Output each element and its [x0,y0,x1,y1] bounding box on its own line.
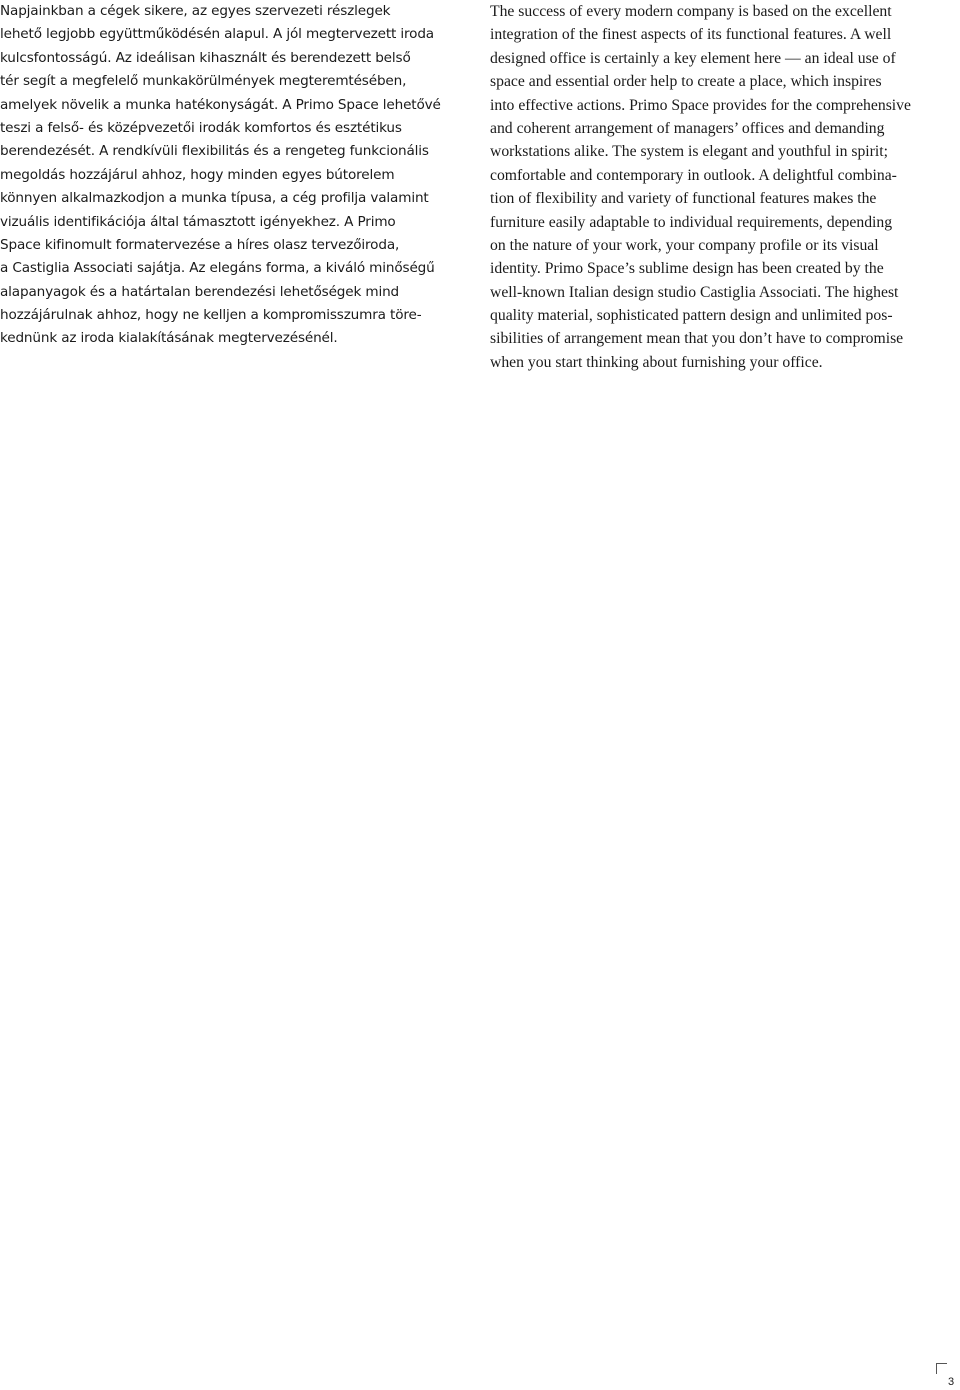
hungarian-text-line: tér segít a megfelelő munkakörülmények megteremtésében, [0,73,407,90]
english-text-line: designed office is certainly a key element here — an ideal use of [490,49,896,67]
hungarian-text-line: teszi a felső- és középvezetői irodák komfortos és esztétikus [0,119,402,136]
english-text-line: sibilities of arrangement mean that you don’t have to compromise [490,330,904,348]
hungarian-text-line: megoldás hozzájárul ahhoz, hogy minden egyes bútorelem [0,166,395,183]
english-text-line: into effective actions. Primo Space provides for the comprehensive [490,96,911,114]
hungarian-text-line: kulcsfontosságú. Az ideálisan kihasznált és berendezett belső [0,49,411,66]
english-text-line: furniture easily adaptable to individual requirements, depending [490,213,893,231]
english-text-line: identity. Primo Space’s sublime design has been created by the [490,260,884,278]
english-text-line: integration of the finest aspects of its functional features. A well [490,26,892,44]
english-text-line: comfortable and contemporary in outlook. A delightful combina- [490,166,897,184]
hungarian-text-line: Space kifinomult formatervezése a híres olasz tervezőiroda, [0,236,400,253]
english-text-line: when you start thinking about furnishing your office. [490,353,823,371]
english-text-line: quality material, sophisticated pattern design and unlimited pos- [490,307,893,325]
hungarian-text-line: könnyen alkalmazkodjon a munka típusa, a cég profilja valamint [0,190,429,207]
english-text-line: workstations alike. The system is elegant and youthful in spirit; [490,143,888,161]
hungarian-text-line: berendezését. A rendkívüli flexibilitás és a rengeteg funkcionális [0,143,429,160]
hungarian-text-line: a Castiglia Associati sajátja. Az elegáns forma, a kiváló minőségű [0,260,435,277]
english-text-line: The success of every modern company is based on the excellent [490,3,892,20]
english-text-line: well-known Italian design studio Castiglia Associati. The highest [490,283,899,301]
english-text-line: on the nature of your work, your company profile or its visual [490,236,879,254]
page-number: 3 [948,1376,955,1388]
hungarian-text-line: amelyek növelik a munka hatékonyságát. A Primo Space lehetővé [0,96,441,113]
hungarian-text-line: hozzájárulnak ahhoz, hogy ne kelljen a kompromisszumra töre- [0,307,422,324]
hungarian-text-line: kednünk az iroda kialakításának megtervezésénél. [0,330,338,347]
english-text-column [490,0,960,374]
hungarian-text-column [0,0,478,351]
hungarian-text-line: vizuális identifikációja által támasztott igényekhez. A Primo [0,213,396,230]
english-text-line: tion of flexibility and variety of functional features makes the [490,190,877,208]
hungarian-text-line: lehető legjobb együttműködésén alapul. A jól megtervezett iroda [0,26,434,43]
hungarian-text-line: Napjainkban a cégek sikere, az egyes szervezeti részlegek [0,3,391,19]
hungarian-text-line: alapanyagok és a határtalan berendezési lehetőségek mind [0,283,400,300]
corner-mark-icon [936,1363,947,1374]
english-text-line: space and essential order help to create a place, which inspires [490,73,882,91]
english-text-line: and coherent arrangement of managers’ offices and demanding [490,119,885,137]
